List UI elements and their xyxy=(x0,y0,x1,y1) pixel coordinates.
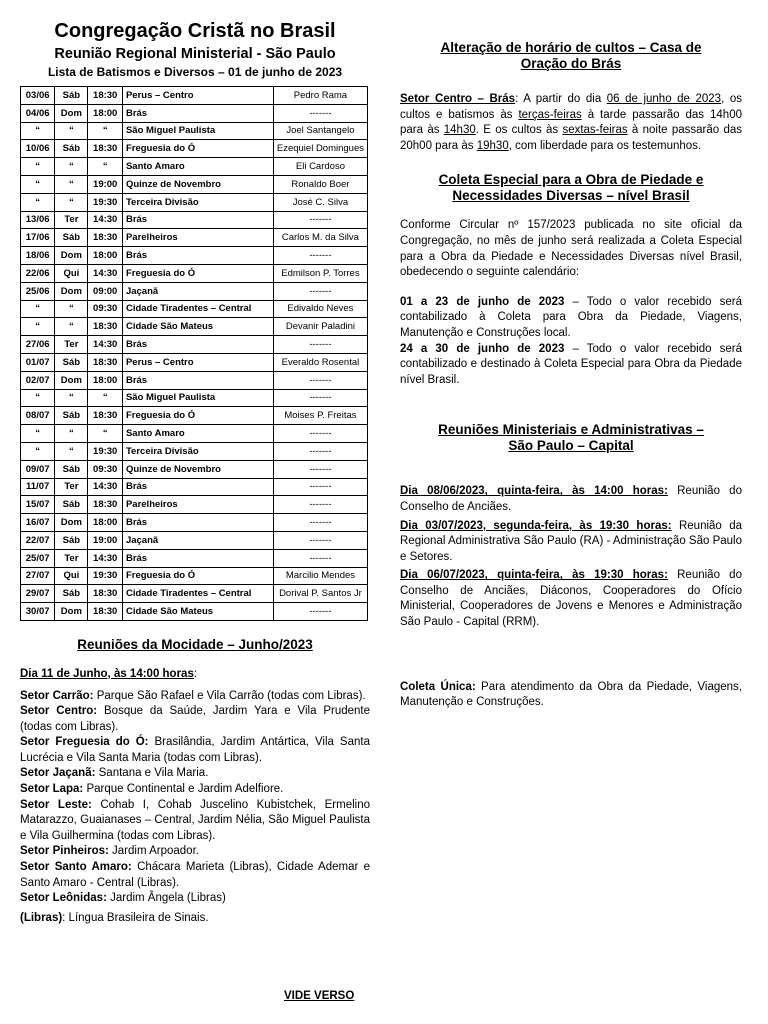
schedule-location: Jaçanã xyxy=(122,282,273,300)
schedule-location: Quinze de Novembro xyxy=(122,175,273,193)
schedule-minister: ------- xyxy=(273,603,367,621)
schedule-minister: Ronaldo Boer xyxy=(273,175,367,193)
schedule-day: Dom xyxy=(55,603,88,621)
table-row xyxy=(21,193,368,211)
schedule-day: Ter xyxy=(55,478,88,496)
schedule-day: “ xyxy=(55,193,88,211)
table-row xyxy=(21,140,368,158)
youth-sector-item: Setor Santo Amaro: Chácara Marieta (Libras), Cidade Ademar e Santo Amaro - Central (Libras). xyxy=(20,861,370,889)
schedule-minister: ------- xyxy=(273,336,367,354)
schedule-date: 27/07 xyxy=(21,567,55,585)
schedule-minister: Eli Cardoso xyxy=(273,158,367,176)
schedule-day: Sáb xyxy=(55,353,88,371)
schedule-location: São Miguel Paulista xyxy=(122,122,273,140)
schedule-location: Brás xyxy=(122,514,273,532)
table-row xyxy=(21,211,368,229)
schedule-time: 18:30 xyxy=(88,353,123,371)
table-row xyxy=(21,371,368,389)
schedule-time: 19:30 xyxy=(88,442,123,460)
schedule-date: 17/06 xyxy=(21,229,55,247)
schedule-day: Sáb xyxy=(55,585,88,603)
schedule-location: Brás xyxy=(122,104,273,122)
schedule-minister: ------- xyxy=(273,104,367,122)
meeting-item: Dia 08/06/2023, quinta-feira, às 14:00 horas: Reunião do Conselho de Anciães. xyxy=(400,485,742,513)
schedule-minister: ------- xyxy=(273,247,367,265)
schedule-location: Santo Amaro xyxy=(122,158,273,176)
schedule-date: “ xyxy=(21,122,55,140)
schedule-time: 19:30 xyxy=(88,193,123,211)
schedule-time: “ xyxy=(88,389,123,407)
page-subtitle: Reunião Regional Ministerial - São Paulo xyxy=(54,46,336,62)
schedule-day: “ xyxy=(55,175,88,193)
schedule-time: 18:00 xyxy=(88,371,123,389)
schedule-location: Jaçanã xyxy=(122,531,273,549)
schedule-minister: Ezequiel Domingues xyxy=(273,140,367,158)
schedule-day: Dom xyxy=(55,371,88,389)
schedule-date: 13/06 xyxy=(21,211,55,229)
table-row xyxy=(21,318,368,336)
schedule-day: “ xyxy=(55,389,88,407)
schedule-time: 18:30 xyxy=(88,407,123,425)
schedule-day: Sáb xyxy=(55,87,88,105)
youth-sector-item: Setor Freguesia do Ó: Brasilândia, Jardim Antártica, Vila Santa Lucrécia e Vila Santa Maria (todas com Libras). xyxy=(20,736,370,764)
schedule-location: Santo Amaro xyxy=(122,425,273,443)
schedule-date: 15/07 xyxy=(21,496,55,514)
page-title: Congregação Cristã no Brasil xyxy=(54,20,336,42)
schedule-date: 18/06 xyxy=(21,247,55,265)
youth-date-line: Dia 11 de Junho, às 14:00 horas: xyxy=(20,667,198,680)
schedule-time: 18:00 xyxy=(88,514,123,532)
schedule-date: 02/07 xyxy=(21,371,55,389)
schedule-location: Freguesia do Ó xyxy=(122,407,273,425)
meeting-item: Dia 03/07/2023, segunda-feira, às 19:30 horas: Reunião da Regional Administrativa São Paulo (RA) - Administração São Paulo e Setores. xyxy=(400,519,742,563)
youth-sector-item: Setor Pinheiros: Jardim Arpoador. xyxy=(20,845,199,858)
schedule-date: “ xyxy=(21,442,55,460)
schedule-date: 09/07 xyxy=(21,460,55,478)
left-column xyxy=(20,18,370,926)
table-row xyxy=(21,531,368,549)
schedule-time: 18:30 xyxy=(88,140,123,158)
schedule-day: Ter xyxy=(55,549,88,567)
youth-sector-item: Setor Lapa: Parque Continental e Jardim Adelfiore. xyxy=(20,783,284,796)
schedule-day: Sáb xyxy=(55,531,88,549)
schedule-date: 16/07 xyxy=(21,514,55,532)
schedule-minister: ------- xyxy=(273,425,367,443)
collection-period-1: 01 a 23 de junho de 2023 – Todo o valor recebido será contabilizado à Coleta para Obra da Piedade, Viagens, Manutenção e Construções local. xyxy=(400,295,742,339)
schedule-change-title: Alteração de horário de cultos – Casa de Oração do Brás xyxy=(440,40,702,71)
schedule-location: Terceira Divisão xyxy=(122,193,273,211)
schedule-time: 19:00 xyxy=(88,175,123,193)
table-row xyxy=(21,389,368,407)
schedule-time: “ xyxy=(88,158,123,176)
schedule-day: Sáb xyxy=(55,407,88,425)
youth-sector-item: Setor Centro: Bosque da Saúde, Jardim Yara e Vila Prudente (todas com Libras). xyxy=(20,705,370,733)
schedule-date: “ xyxy=(21,300,55,318)
collection-title: Coleta Especial para a Obra de Piedade e Necessidades Diversas – nível Brasil xyxy=(438,172,704,204)
schedule-location: Cidade Tiradentes – Central xyxy=(122,585,273,603)
schedule-location: Perus – Centro xyxy=(122,353,273,371)
schedule-day: Sáb xyxy=(55,460,88,478)
schedule-location: Parelheiros xyxy=(122,229,273,247)
schedule-location: Brás xyxy=(122,478,273,496)
table-row xyxy=(21,264,368,282)
table-row xyxy=(21,496,368,514)
schedule-time: 14:30 xyxy=(88,264,123,282)
schedule-date: 22/07 xyxy=(21,531,55,549)
schedule-minister: Edmilson P. Torres xyxy=(273,264,367,282)
table-row xyxy=(21,460,368,478)
schedule-location: Brás xyxy=(122,549,273,567)
schedule-time: 18:30 xyxy=(88,87,123,105)
schedule-time: 18:00 xyxy=(88,104,123,122)
schedule-location: Cidade Tiradentes – Central xyxy=(122,300,273,318)
schedule-minister: ------- xyxy=(273,282,367,300)
schedule-date: 30/07 xyxy=(21,603,55,621)
youth-sector-item: Setor Leste: Cohab I, Cohab Juscelino Kubistchek, Ermelino Matarazzo, Guaianases – Central, Jardim Nélia, São Miguel Paulista e Vila Guilhermina (todas com Libras). xyxy=(20,798,370,842)
schedule-date: 04/06 xyxy=(21,104,55,122)
schedule-minister: Carlos M. da Silva xyxy=(273,229,367,247)
schedule-location: Freguesia do Ó xyxy=(122,140,273,158)
table-row xyxy=(21,247,368,265)
libras-definition: (Libras): Língua Brasileira de Sinais. xyxy=(20,911,209,924)
table-row xyxy=(21,514,368,532)
schedule-time: 09:30 xyxy=(88,300,123,318)
schedule-minister: ------- xyxy=(273,371,367,389)
schedule-date: 10/06 xyxy=(21,140,55,158)
schedule-date: 03/06 xyxy=(21,87,55,105)
schedule-minister: Pedro Rama xyxy=(273,87,367,105)
schedule-location: Brás xyxy=(122,211,273,229)
schedule-location: Brás xyxy=(122,247,273,265)
schedule-minister: Joel Santangelo xyxy=(273,122,367,140)
schedule-minister: José C. Silva xyxy=(273,193,367,211)
schedule-day: “ xyxy=(55,300,88,318)
schedule-date: 01/07 xyxy=(21,353,55,371)
schedule-location: Brás xyxy=(122,336,273,354)
youth-sector-list xyxy=(20,689,370,907)
table-row xyxy=(21,300,368,318)
single-collection: Coleta Única: Para atendimento da Obra da Piedade, Viagens, Manutenção e Construções. xyxy=(400,680,742,709)
schedule-minister: Moises P. Freitas xyxy=(273,407,367,425)
schedule-location: Freguesia do Ó xyxy=(122,264,273,282)
schedule-minister: ------- xyxy=(273,460,367,478)
table-row xyxy=(21,567,368,585)
schedule-day: Dom xyxy=(55,247,88,265)
schedule-date: 29/07 xyxy=(21,585,55,603)
schedule-day: Sáb xyxy=(55,140,88,158)
schedule-time: 14:30 xyxy=(88,549,123,567)
schedule-day: Dom xyxy=(55,104,88,122)
schedule-minister: Edivaldo Neves xyxy=(273,300,367,318)
vide-verso-note: VIDE VERSO xyxy=(284,990,355,1002)
schedule-day: Qui xyxy=(55,567,88,585)
youth-section-title: Reuniões da Mocidade – Junho/2023 xyxy=(77,636,313,652)
table-row xyxy=(21,122,368,140)
schedule-time: “ xyxy=(88,425,123,443)
schedule-date: 25/07 xyxy=(21,549,55,567)
schedule-minister: ------- xyxy=(273,549,367,567)
table-row xyxy=(21,104,368,122)
schedule-date: 22/06 xyxy=(21,264,55,282)
schedule-day: “ xyxy=(55,442,88,460)
schedule-day: Sáb xyxy=(55,229,88,247)
schedule-location: Cidade São Mateus xyxy=(122,603,273,621)
schedule-day: Sáb xyxy=(55,496,88,514)
table-row xyxy=(21,229,368,247)
schedule-time: 19:00 xyxy=(88,531,123,549)
schedule-time: 14:30 xyxy=(88,211,123,229)
schedule-location: Cidade São Mateus xyxy=(122,318,273,336)
right-column xyxy=(400,40,742,711)
schedule-minister: ------- xyxy=(273,478,367,496)
schedule-time: 14:30 xyxy=(88,478,123,496)
table-row xyxy=(21,282,368,300)
schedule-time: 18:30 xyxy=(88,603,123,621)
schedule-day: “ xyxy=(55,122,88,140)
schedule-date: “ xyxy=(21,193,55,211)
table-row xyxy=(21,407,368,425)
table-row xyxy=(21,158,368,176)
schedule-minister: ------- xyxy=(273,442,367,460)
schedule-date: “ xyxy=(21,425,55,443)
schedule-location: Brás xyxy=(122,371,273,389)
schedule-time: 18:30 xyxy=(88,229,123,247)
schedule-date: 25/06 xyxy=(21,282,55,300)
schedule-time: 14:30 xyxy=(88,336,123,354)
table-row xyxy=(21,353,368,371)
collection-intro: Conforme Circular nº 157/2023 publicada no site oficial da Congregação, no mês de junho será realizada a Coleta Especial para a Obra da Piedade e Necessidades Diversas nível Brasil, obedecendo o seguinte calendário: xyxy=(400,219,742,279)
schedule-location: Terceira Divisão xyxy=(122,442,273,460)
schedule-time: 18:00 xyxy=(88,247,123,265)
table-row xyxy=(21,442,368,460)
table-row xyxy=(21,585,368,603)
schedule-day: Ter xyxy=(55,336,88,354)
youth-sector-item: Setor Jaçanã: Santana e Vila Maria. xyxy=(20,767,209,780)
schedule-date: 08/07 xyxy=(21,407,55,425)
schedule-location: Quinze de Novembro xyxy=(122,460,273,478)
schedule-time: 18:30 xyxy=(88,318,123,336)
schedule-location: Parelheiros xyxy=(122,496,273,514)
meeting-item: Dia 06/07/2023, quinta-feira, às 19:30 horas: Reunião do Conselho de Anciães, Diáconos, Cooperadores do Ofício Ministerial, Cooperadores de Jovens e Menores e Administração São Paulo - Capital (RRM). xyxy=(400,569,742,629)
schedule-day: “ xyxy=(55,425,88,443)
schedule-time: 09:00 xyxy=(88,282,123,300)
schedule-date: “ xyxy=(21,389,55,407)
baptism-schedule-table xyxy=(20,86,368,621)
schedule-date: “ xyxy=(21,158,55,176)
schedule-time: 18:30 xyxy=(88,496,123,514)
schedule-minister: ------- xyxy=(273,514,367,532)
table-row xyxy=(21,175,368,193)
schedule-minister: ------- xyxy=(273,531,367,549)
table-row xyxy=(21,87,368,105)
schedule-date: 27/06 xyxy=(21,336,55,354)
schedule-time: 19:30 xyxy=(88,567,123,585)
schedule-time: 09:30 xyxy=(88,460,123,478)
schedule-time: 18:30 xyxy=(88,585,123,603)
schedule-minister: Everaldo Rosental xyxy=(273,353,367,371)
table-row xyxy=(21,603,368,621)
schedule-day: Dom xyxy=(55,282,88,300)
schedule-minister: Devanir Paladini xyxy=(273,318,367,336)
schedule-day: Ter xyxy=(55,211,88,229)
schedule-day: “ xyxy=(55,158,88,176)
table-row xyxy=(21,478,368,496)
schedule-minister: Marcilio Mendes xyxy=(273,567,367,585)
schedule-day: Qui xyxy=(55,264,88,282)
youth-sector-item: Setor Carrão: Parque São Rafael e Vila Carrão (todas com Libras). xyxy=(20,689,366,702)
schedule-minister: ------- xyxy=(273,389,367,407)
schedule-date: 11/07 xyxy=(21,478,55,496)
schedule-minister: ------- xyxy=(273,496,367,514)
schedule-day: “ xyxy=(55,318,88,336)
schedule-minister: Dorival P. Santos Jr xyxy=(273,585,367,603)
meetings-title: Reuniões Ministeriais e Administrativas – São Paulo – Capital xyxy=(438,422,704,454)
meetings-list xyxy=(400,484,742,630)
collection-period-2: 24 a 30 de junho de 2023 – Todo o valor recebido será contabilizado e destinado à Coleta Especial para Obra da Piedade nível Brasil. xyxy=(400,342,742,386)
list-title: Lista de Batismos e Diversos – 01 de junho de 2023 xyxy=(47,65,343,79)
schedule-day: Dom xyxy=(55,514,88,532)
schedule-time: “ xyxy=(88,122,123,140)
table-row xyxy=(21,425,368,443)
table-row xyxy=(21,549,368,567)
youth-sector-item: Setor Leônidas: Jardim Ângela (Libras) xyxy=(20,892,226,905)
schedule-location: Freguesia do Ó xyxy=(122,567,273,585)
schedule-location: São Miguel Paulista xyxy=(122,389,273,407)
schedule-date: “ xyxy=(21,175,55,193)
schedule-location: Perus – Centro xyxy=(122,87,273,105)
schedule-change-text: Setor Centro – Brás: A partir do dia 06 de junho de 2023, os cultos e batismos às terças-feiras à tarde passarão das 14h00 para às 14h30. E os cultos às sextas-feiras à noite passarão das 20h00 para às 19h30, com liberdade para os testemunhos. xyxy=(400,93,742,152)
table-row xyxy=(21,336,368,354)
schedule-minister: ------- xyxy=(273,211,367,229)
schedule-date: “ xyxy=(21,318,55,336)
